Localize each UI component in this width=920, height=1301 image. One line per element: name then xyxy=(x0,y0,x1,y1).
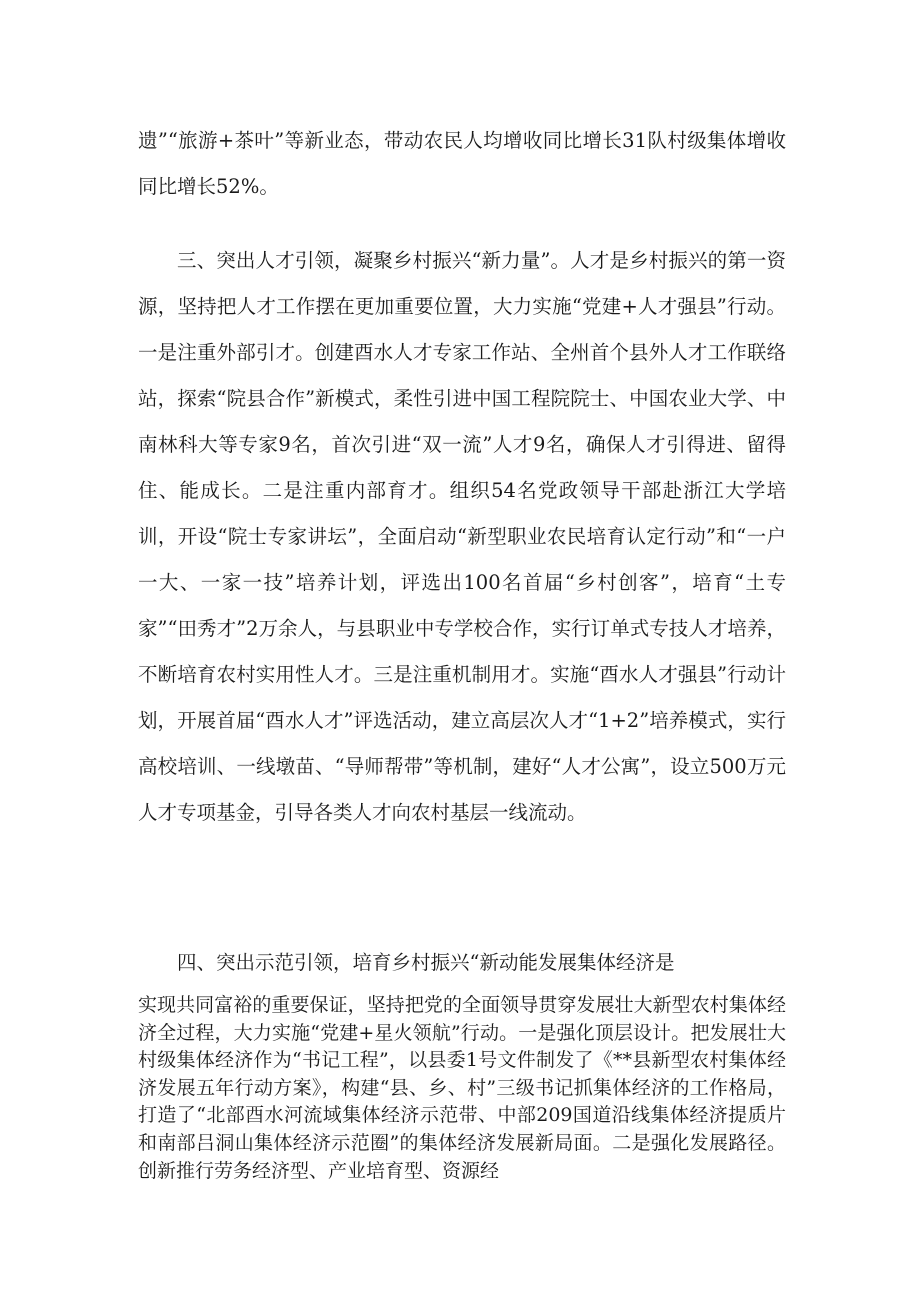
paragraph-continuation: 遗”“旅游+茶叶”等新业态，带动农民人均增收同比增长31队村级集体增收同比增长52%。 xyxy=(138,129,786,198)
paragraph-collective-economy: 实现共同富裕的重要保证，坚持把党的全面领导贯穿发展壮大新型农村集体经济全过程，大力实施“党建+星火领航”行动。一是强化顶层设计。把发展壮大村级集体经济作为“书记工程”，以县委1号文件制发了《**县新型农村集体经济发展五年行动方案》，构建“县、乡、村”三级书记抓集体经济的工作格局，打造了“北部酉水河流域集体经济示范带、中部209国道沿线集体经济提质片和南部吕洞山集体经济示范圈”的集体经济发展新局面。二是强化发展路径。创新推行劳务经济型、产业培育型、资源经 xyxy=(138,994,786,1182)
paragraph-demonstration-heading: 四、突出示范引领，培育乡村振兴“新动能发展集体经济是 xyxy=(177,951,675,974)
paragraph-talent-leadership: 三、突出人才引领，凝聚乡村振兴“新力量”。人才是乡村振兴的第一资源，坚持把人才工作摆在更加重要位置，大力实施“党建+人才强县”行动。一是注重外部引才。创建酉水人才专家工作站、全州首个县外人才工作联络站，探索“院县合作”新模式，柔性引进中国工程院院士、中国农业大学、中南林科大等专家9名，首次引进“双一流”人才9名，确保人才引得进、留得住、能成长。二是注重内部育才。组织54名党政领导干部赴浙江大学培训，开设“院士专家讲坛”，全面启动“新型职业农民培育认定行动”和“一户一大、一家一技”培养计划，评选出100名首届“乡村创客”，培育“土专家”“田秀才”2万余人，与县职业中专学校合作，实行订单式专技人才培养，不断培育农村实用性人才。三是注重机制用才。实施“酉水人才强县”行动计划，开展首届“酉水人才”评选活动，建立高层次人才“1+2”培养模式，实行高校培训、一线墩苗、“导师帮带”等机制，建好“人才公寓”，设立500万元人才专项基金，引导各类人才向农村基层一线流动。 xyxy=(138,249,786,824)
